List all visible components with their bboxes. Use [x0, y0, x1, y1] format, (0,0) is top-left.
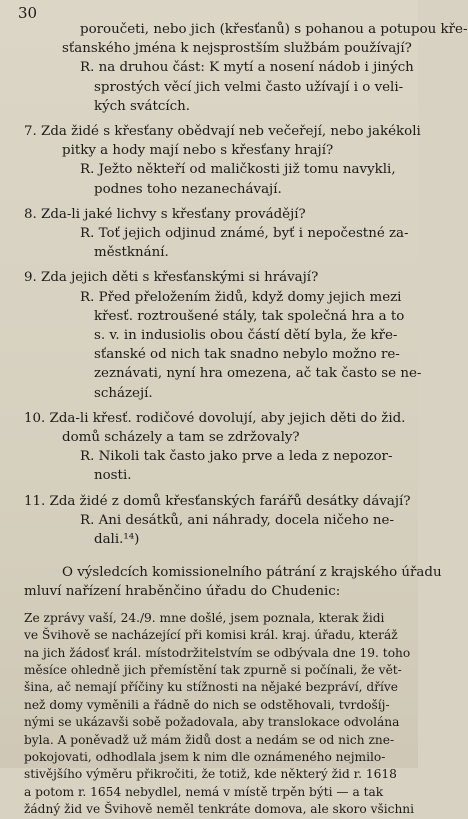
question-item [24, 409, 406, 486]
question-line: 9. Zda jejich děti s křesťanskými si hrávají? [24, 270, 319, 286]
answer-line: křesť. roztroušené stály, tak společná hra a to [94, 308, 405, 324]
answer-line: podnes toho nezanechávají. [94, 181, 282, 197]
transition-paragraph [24, 563, 442, 601]
answer-line: scházejí. [94, 385, 153, 401]
answer-line: pitky a hody mají nebo s křesťany hrají? [62, 143, 334, 159]
text-line: sprostých věcí jich velmi často užívají i o veli- [94, 79, 404, 95]
question-line: 8. Zda-li jaké lichvy s křesťany provádějí? [24, 206, 306, 222]
question-item [24, 205, 409, 263]
text-line: O výsledcích komissionelního pátrání z krajského úřadu [62, 565, 442, 581]
text-line: kých svátcích. [94, 98, 191, 114]
answer-line: zeznávati, nyní hra omezena, ač tak často se ne- [94, 366, 422, 382]
page-number: 30 [18, 4, 38, 22]
text-line: a potom r. 1654 nebydlel, nemá v místě trpěn býti — a tak [24, 784, 384, 799]
text-line: stivějšího výměru přikročiti, že totiž, kde některý žid r. 1618 [24, 767, 397, 782]
questions-list [24, 122, 422, 549]
text-line: sťanského jména k nejsprostším službám používají? [62, 41, 412, 57]
answer-line: R. Toť jejich odjinud známé, byť i nepočestné za- [80, 226, 409, 242]
text-line: ve Švihově se nacházející při komisi král. kraj. úřadu, kteráž [24, 628, 398, 643]
answer-line: sťanské od nich tak snadno nebylo možno re- [94, 347, 400, 363]
text-line: Ze zprávy vaší, 24./9. mne došlé, jsem poznala, kterak židi [24, 610, 385, 625]
question-item [24, 492, 411, 550]
text-line: nými se ukázavši sobě požadovala, aby translokace odvolána [24, 715, 400, 730]
text-line: měsíce ohledně jich přemístění tak zpurně si počínali, že vět- [24, 662, 402, 677]
answer-line: R. Ani desátků, ani náhrady, docela ničeho ne- [80, 512, 394, 528]
answer-line: R. Nikoli tak často jako prve a leda z nepozor- [80, 449, 393, 465]
answer-line: městknání. [94, 245, 169, 261]
quoted-decree-paragraph [24, 610, 415, 819]
text-line: na jich žádosť král. místodržitelstvím se odbývala dne 19. toho [24, 645, 411, 660]
answer-line: nosti. [94, 468, 132, 484]
text-line: poroučeti, nebo jich (křesťanů) s pohanou a potupou kře- [80, 22, 468, 37]
text-line: pokojovati, odhodlala jsem k nim dle oznámeného nejmilo- [24, 749, 386, 764]
answer-line: domů scházely a tam se zdržovaly? [62, 430, 300, 446]
question-line: 11. Zda židé z domů křesťanských farářů desátky dávají? [24, 493, 411, 509]
answer-line: s. v. in indusiolis obou částí dětí byla, že kře- [94, 328, 398, 344]
text-line: byla. A poněvadž už mám židů dost a nedám se od nich zne- [24, 732, 395, 747]
question-line: 10. Zda-li křesť. rodičové dovolují, aby jejich děti do žid. [24, 410, 406, 426]
intro-answer [24, 20, 468, 116]
text-line: mluví nařízení hraběnčino úřadu do Chudenic: [24, 584, 341, 600]
text-line: šina, ač nemají příčiny ku stížnosti na nějaké bezpráví, dříve [24, 680, 399, 695]
question-item [24, 268, 422, 402]
answer-line: dali.¹⁴) [94, 532, 140, 548]
answer-line: R. Ježto někteří od maličkosti již tomu navykli, [80, 162, 396, 178]
question-item [24, 122, 421, 199]
text-line: než domy vyměnili a řádně do nich se odstěhovali, tvrdošíj- [24, 697, 390, 712]
question-line: 7. Zda židé s křesťany obědvají neb večeřejí, nebo jakékoli [24, 124, 421, 140]
answer-line: R. Před přeložením židů, když domy jejich mezi [80, 289, 402, 305]
page-content [24, 20, 468, 819]
text-line: R. na druhou část: K mytí a nosení nádob i jiných [80, 60, 414, 76]
text-line: žádný žid ve Švihově neměl tenkráte domova, ale skoro všichni [24, 802, 415, 817]
